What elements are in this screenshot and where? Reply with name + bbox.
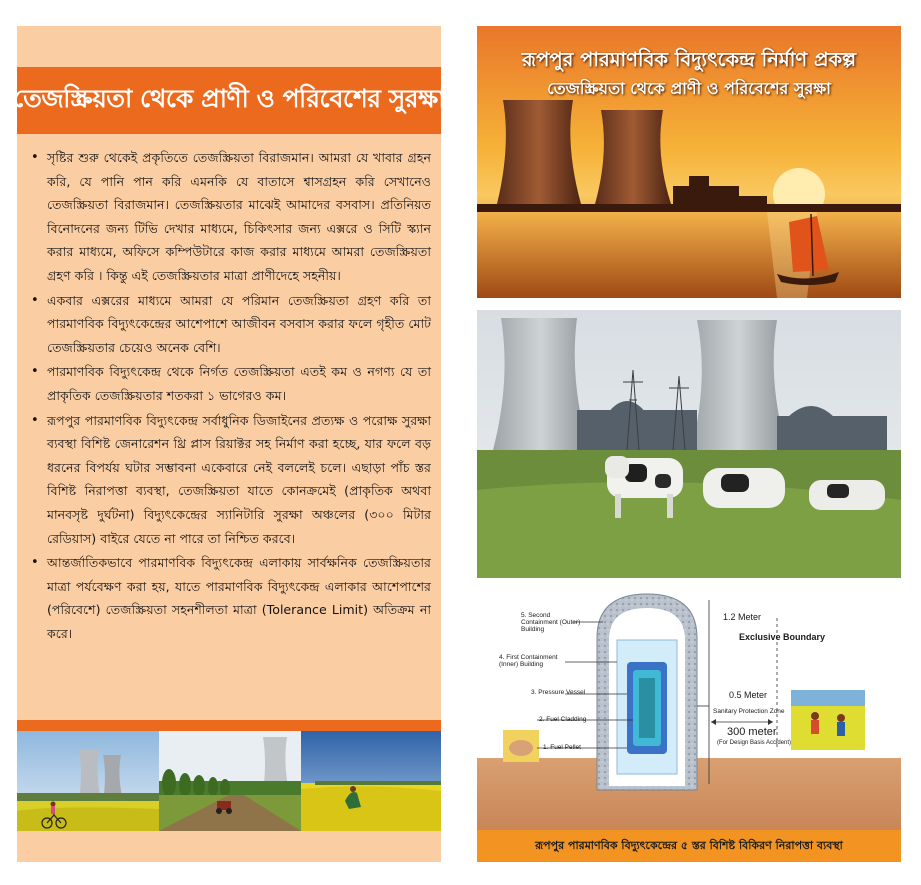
cover-subtitle: তেজস্ক্রিয়তা থেকে প্রাণী ও পরিবেশের সুরক্ষা bbox=[547, 79, 831, 98]
bullet-item bbox=[31, 551, 431, 645]
label-pressure-vessel: 3. Pressure Vessel bbox=[531, 689, 586, 696]
photo-strip bbox=[17, 731, 441, 831]
left-panel bbox=[13, 26, 445, 862]
bullet-item bbox=[31, 146, 431, 288]
page-title: তেজস্ক্রিয়তা থেকে প্রাণী ও পরিবেশের সুরক্ষা bbox=[13, 84, 445, 113]
cover-title: রূপপুর পারমাণবিক বিদ্যুৎকেন্দ্র নির্মাণ প্রকল্প bbox=[521, 48, 857, 71]
label-fuel-pellet: 1. Fuel Pellet bbox=[543, 744, 581, 751]
photo-farm-tractor bbox=[159, 731, 301, 831]
label-gap: 0.5 Meter bbox=[729, 690, 768, 700]
bullet-item bbox=[31, 360, 431, 407]
photo-cooling-towers-field bbox=[17, 731, 159, 831]
label-distance: 300 meter bbox=[727, 726, 777, 738]
bullet-icon: • bbox=[31, 150, 39, 165]
photo-mustard-farmer bbox=[301, 731, 441, 831]
diagram-caption: রূপপুর পারমাণবিক বিদ্যুৎকেন্দ্রের ৫ স্তর বিশিষ্ট বিকিরণ নিরাপত্তা ব্যবস্থা bbox=[535, 838, 843, 852]
bullet-text: সৃষ্টির শুরু থেকেই প্রকৃতিতে তেজস্ক্রিয়তা বিরাজমান। আমরা যে খাবার গ্রহন করি, যে পানি পান করি এমনকি যে বাতাসে শ্বাসগ্রহন করি সেখানেও তেজস্ক্রিয়তা বিরাজমান। তেজস্ক্রিয়তার মাঝেই আমাদের বসবাস। প্রতিনিয়ত বিনোদনের জন্য টিভি দেখার মাধ্যমে, চিকিৎসার জন্য এক্সরে ও সিটি স্ক্যান করার মাধ্যমে, অফিসে কম্পিউটারে কাজ করার মাধ্যমে আমরা তেজস্ক্রিয়তা গ্রহণ করি । কিন্তু এই তেজস্ক্রিয়তার মাত্রা প্রাণীদেহে সহনীয়। bbox=[47, 150, 431, 283]
bullet-item bbox=[31, 409, 431, 551]
bullet-text: পারমাণবিক বিদ্যুৎকেন্দ্র থেকে নির্গত তেজস্ক্রিয়তা এতই কম ও নগণ্য যে তা প্রাকৃতিক তেজস্ক্রিয়তার শতকরা ১ ভাগেরও কম। bbox=[47, 364, 431, 403]
bullet-icon: • bbox=[31, 412, 39, 428]
label-fuel-cladding: 2. Fuel Cladding bbox=[539, 716, 587, 723]
bullet-text: একবার এক্সরের মাধ্যমে আমরা যে পরিমান তেজস্ক্রিয়তা গ্রহণ করি তা পারমাণবিক বিদ্যুৎকেন্দ্রের আশেপাশে আজীবন বসবাস করার ফলে গৃহীত মোট তেজস্ক্রিয়তার চেয়েও অনেক বেশি। bbox=[47, 292, 431, 355]
label-sanitary-zone: Sanitary Protection Zone bbox=[713, 708, 785, 715]
label-wall-thickness: 1.2 Meter bbox=[723, 612, 762, 622]
photo-cattle-power-plant bbox=[477, 310, 901, 578]
bullet-text: রূপপুর পারমাণবিক বিদ্যুৎকেন্দ্র সর্বাধুনিক ডিজাইনের প্রত্যক্ষ ও পরোক্ষ সুরক্ষা ব্যবস্থা বিশিষ্ট জেনারেশন থ্রি প্লাস রিয়াক্টর সহ নির্মাণ করা হচ্ছে, যার ফলে বড় ধরনের বিপর্যয় ঘটার সম্ভাবনা একেবারে নেই বললেই চলে। এছাড়া পাঁচ স্তর বিশিষ্ট নিরাপত্তা ব্যবস্থা, তেজস্ক্রিয়তা যাতে কোনক্রমেই (প্রাকৃতিক অথবা মানবসৃষ্ট দুর্ঘটনা) বিদ্যুৎকেন্দ্রের স্যানিটারি সুরক্ষা অঞ্চলের (৩০০ মিটার রেডিয়াস) বাইরে যেতে না পারে তা নিশ্চিত করবে। bbox=[47, 412, 431, 546]
label-exclusive-boundary: Exclusive Boundary bbox=[739, 632, 826, 642]
cover-image bbox=[477, 26, 901, 298]
label-second-containment: 5. Second Containment (Outer) Building bbox=[521, 612, 581, 633]
bottom-accent-bar bbox=[17, 720, 441, 731]
bullet-icon: • bbox=[31, 292, 39, 308]
label-distance-note: (For Design Basis Accident) bbox=[717, 740, 792, 746]
bullet-item bbox=[31, 289, 431, 360]
bullet-text: আন্তর্জাতিকভাবে পারমাণবিক বিদ্যুৎকেন্দ্র এলাকায় সার্বক্ষনিক তেজস্ক্রিয়তার মাত্রা পর্যবেক্ষণ করা হয়, যাতে পারমাণবিক বিদ্যুৎকেন্দ্র এলাকার আশেপাশের (পরিবেশে) তেজস্ক্রিয়তা সহনশীলতা মাত্রা (Tolerance Limit) অতিক্রম না করে। bbox=[47, 555, 431, 641]
diagram-caption-bar bbox=[477, 830, 901, 862]
safety-diagram bbox=[477, 578, 901, 862]
bullet-icon: • bbox=[31, 555, 39, 571]
bullet-list bbox=[31, 146, 431, 646]
title-banner bbox=[13, 67, 445, 134]
label-first-containment: 4. First Containment (Inner) Building bbox=[499, 654, 558, 668]
bullet-icon: • bbox=[31, 364, 39, 380]
